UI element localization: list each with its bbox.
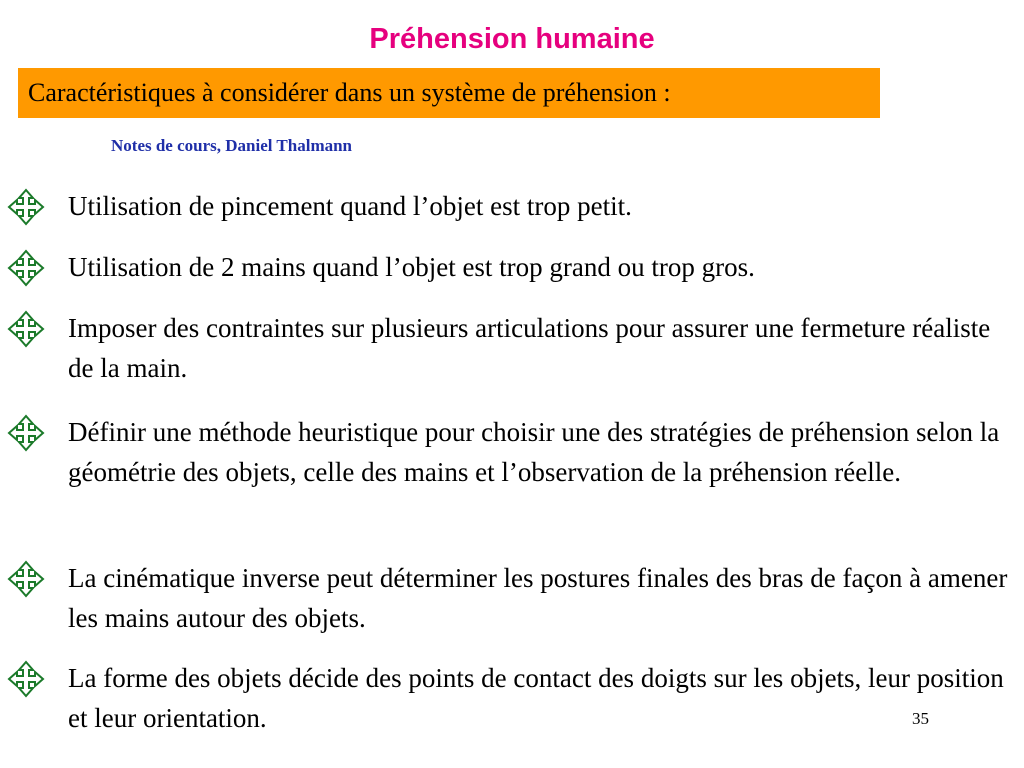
bullet-text: Utilisation de pincement quand l’objet est trop petit. xyxy=(68,191,632,221)
bullet-text: La cinématique inverse peut déterminer les postures finales des bras de façon à amener les mains autour des objets. xyxy=(68,563,1008,633)
bullet-text: La forme des objets décide des points de contact des doigts sur les objets, leur position et leur orientation. xyxy=(68,663,1004,733)
four-way-arrow-icon xyxy=(7,660,45,698)
four-way-arrow-icon xyxy=(7,414,45,452)
four-way-arrow-icon xyxy=(7,560,45,598)
subtitle-banner: Caractéristiques à considérer dans un système de préhension : xyxy=(18,68,880,118)
bullet-text: Imposer des contraintes sur plusieurs articulations pour assurer une fermeture réaliste de la main. xyxy=(68,313,991,383)
bullet-text: Utilisation de 2 mains quand l’objet est trop grand ou trop gros. xyxy=(68,252,755,282)
course-credit: Notes de cours, Daniel Thalmann xyxy=(111,136,353,155)
four-way-arrow-icon xyxy=(7,188,45,226)
page-number: 35 xyxy=(912,709,929,728)
four-way-arrow-icon xyxy=(7,249,45,287)
four-way-arrow-icon xyxy=(7,310,45,348)
slide-title: Préhension humaine xyxy=(369,23,655,55)
bullet-text: Définir une méthode heuristique pour choisir une des stratégies de préhension selon la géométrie des objets, celle des mains et l’observation de la préhension réelle. xyxy=(68,417,1000,487)
